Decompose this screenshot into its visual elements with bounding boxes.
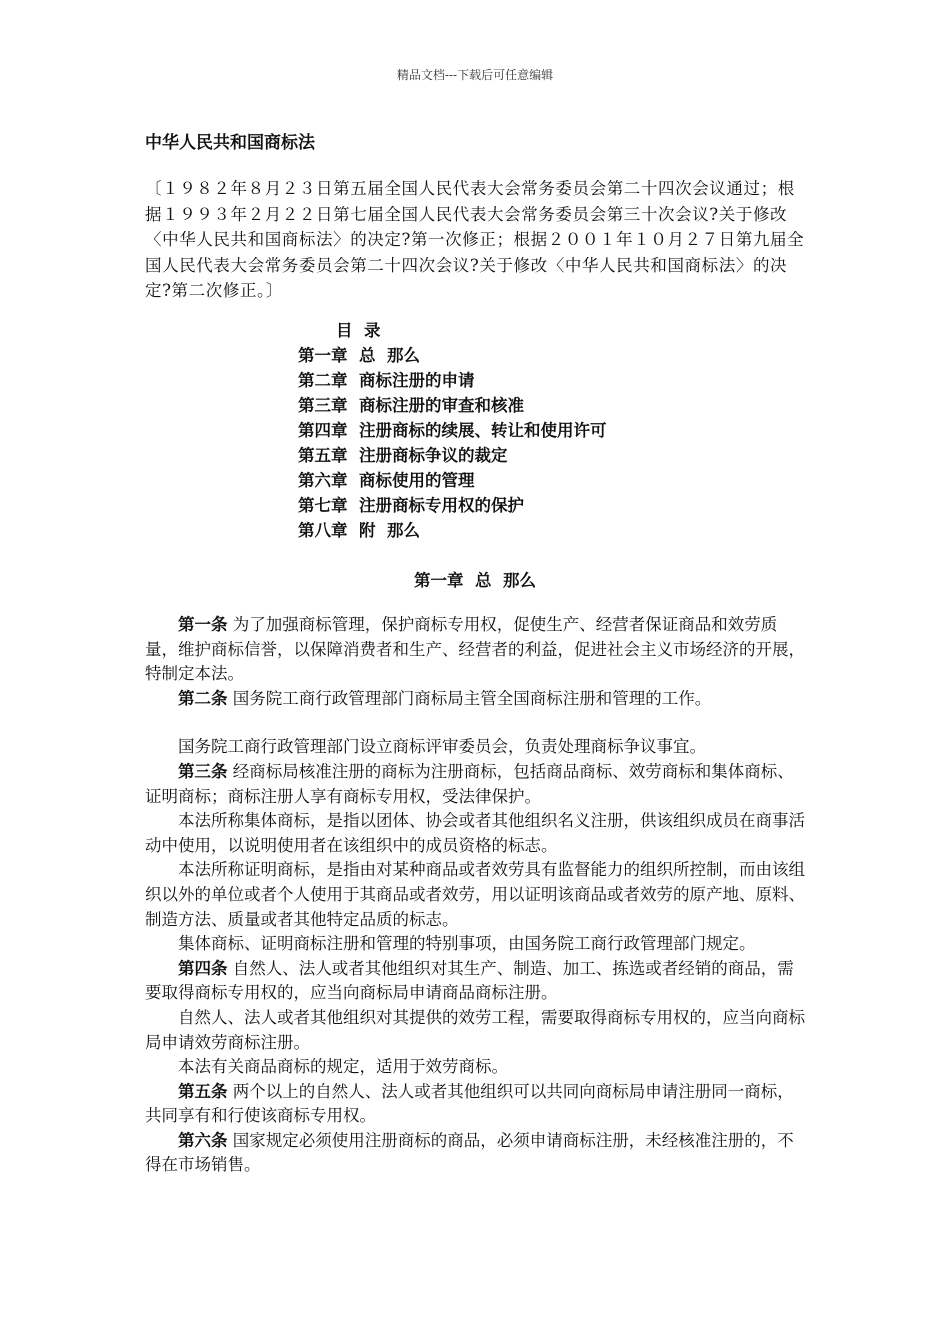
article-paragraph	[145, 1055, 810, 1080]
toc-item: 第四章 注册商标的续展、转让和使用许可	[298, 421, 607, 440]
article-label: 第二条	[178, 688, 228, 708]
toc-item: 第三章 商标注册的审查和核准	[298, 396, 524, 415]
chapter-articles	[145, 613, 810, 1178]
article-text: 为了加强商标管理，保护商标专用权，促使生产、经营者保证商品和效劳质量，维护商标信誉，以保障消费者和生产、经营者的利益，促进社会主义市场经济的开展，特制定本法。	[145, 615, 805, 684]
article-text: 经商标局核准注册的商标为注册商标，包括商品商标、效劳商标和集体商标、证明商标；商标注册人享有商标专用权，受法律保护。	[145, 761, 794, 806]
article-text: 国家规定必须使用注册商标的商品，必须申请商标注册，未经核准注册的，不得在市场销售。	[145, 1130, 794, 1175]
article-paragraph	[145, 932, 810, 957]
article-paragraph	[145, 613, 810, 687]
article-text: 国务院工商行政管理部门商标局主管全国商标注册和管理的工作。	[232, 688, 712, 708]
article-text: 自然人、法人或者其他组织对其生产、制造、加工、拣选或者经销的商品，需要取得商标专用权的，应当向商标局申请商品商标注册。	[145, 958, 794, 1003]
article-paragraph	[145, 1129, 810, 1178]
toc-item: 第六章 商标使用的管理	[298, 471, 475, 490]
chapter-heading: 第一章 总 那么	[414, 571, 536, 590]
page-header: 精品文档---下载后可任意编辑	[396, 68, 554, 82]
article-label: 第五条	[178, 1081, 228, 1101]
toc-title: 目 录	[336, 321, 381, 340]
article-text: 自然人、法人或者其他组织对其提供的效劳工程，需要取得商标专用权的，应当向商标局申请效劳商标注册。	[145, 1007, 805, 1052]
toc-item: 第八章 附 那么	[298, 521, 420, 540]
toc-item: 第五章 注册商标争议的裁定	[298, 446, 508, 465]
article-label: 第一条	[178, 615, 228, 634]
article-label: 第三条	[178, 761, 228, 781]
article-paragraph	[145, 858, 810, 932]
article-paragraph	[145, 687, 810, 712]
article-label: 第六条	[178, 1130, 228, 1150]
article-text: 本法所称集体商标，是指以团体、协会或者其他组织名义注册，供该组织成员在商事活动中使用，以说明使用者在该组织中的成员资格的标志。	[145, 811, 805, 855]
adoption-note: 〔１９８２年８月２３日第五届全国人民代表大会常务委员会第二十四次会议通过；根据１９９３年２月２２日第七届全国人民代表大会常务委员会第三十次会议?关于修改〈中华人民共和国商标法〉的决定?第一次修正；根据２００１年１０月２７日第九届全国人民代表大会常务委员会第二十四次会议?关于修改〈中华人民共和国商标法〉的决定?第二次修正。〕	[145, 179, 805, 300]
article-text: 本法所称证明商标，是指由对某种商品或者效劳具有监督能力的组织所控制，而由该组织以外的单位或者个人使用于其商品或者效劳，用以证明该商品或者效劳的原产地、原料、制造方法、质量或者其他特定品质的标志。	[145, 860, 805, 929]
toc-item: 第七章 注册商标专用权的保护	[298, 496, 524, 515]
article-label: 第四条	[178, 958, 228, 978]
toc-item: 第二章 商标注册的申请	[298, 371, 475, 390]
article-paragraph	[145, 809, 810, 858]
table-of-contents	[298, 318, 607, 543]
article-text: 国务院工商行政管理部门设立商标评审委员会，负责处理商标争议事宜。	[178, 737, 706, 757]
article-text: 两个以上的自然人、法人或者其他组织可以共同向商标局申请注册同一商标，共同享有和行使该商标专用权。	[145, 1081, 794, 1126]
article-text: 集体商标、证明商标注册和管理的特别事项，由国务院工商行政管理部门规定。	[178, 934, 756, 954]
article-paragraph	[145, 760, 810, 809]
toc-item: 第一章 总 那么	[298, 346, 420, 365]
article-paragraph	[145, 1006, 810, 1055]
article-paragraph	[145, 957, 810, 1006]
article-paragraph	[145, 735, 810, 760]
article-paragraph	[145, 1080, 810, 1129]
article-text: 本法有关商品商标的规定，适用于效劳商标。	[178, 1057, 508, 1077]
document-title: 中华人民共和国商标法	[145, 133, 315, 153]
